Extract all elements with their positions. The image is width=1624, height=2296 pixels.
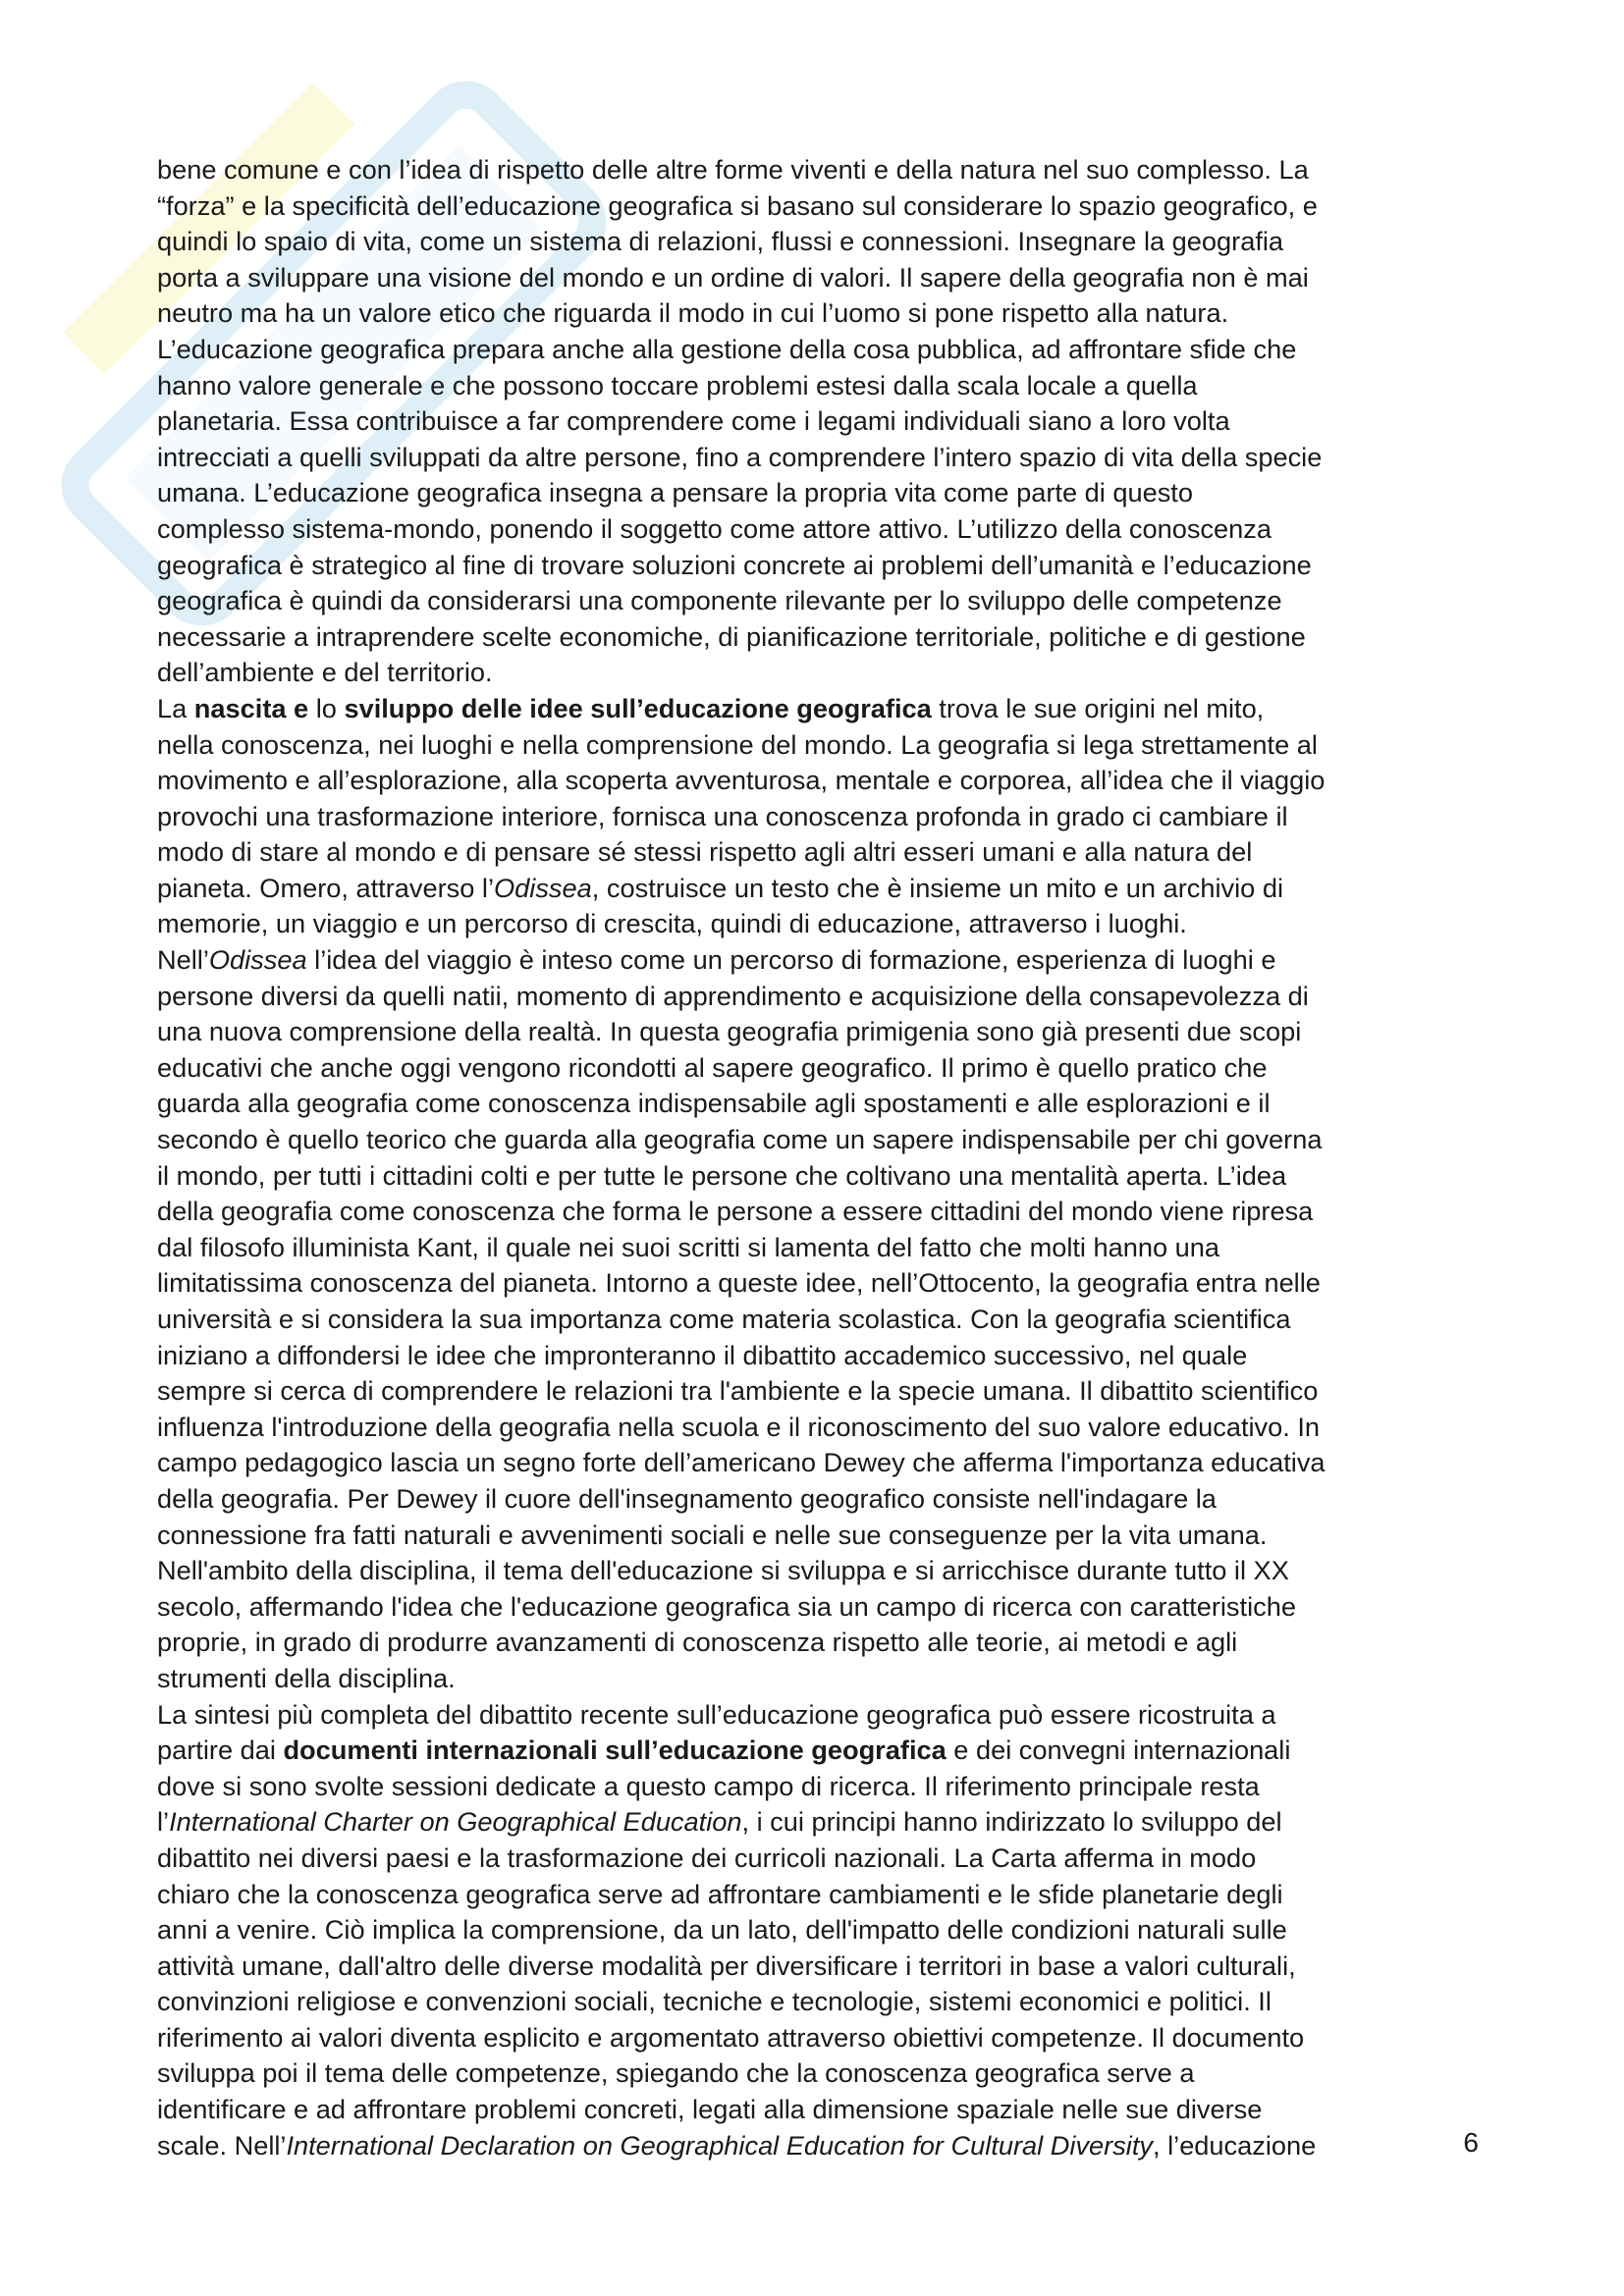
- text-span: Nell'ambito della disciplina, il tema dell'educazione si sviluppa e si arricchisce durante tutto il XX: [157, 1555, 1289, 1586]
- text-span: sempre si cerca di comprendere le relazioni tra l'ambiente e la specie umana. Il dibattito scientifico: [157, 1375, 1319, 1407]
- text-line: [157, 942, 1478, 979]
- text-span: geografica è strategico al fine di trovare soluzioni concrete ai problemi dell’umanità e l’educazione: [157, 549, 1312, 580]
- text-span: La: [157, 692, 194, 723]
- bold-text: documenti internazionali sull’educazione geografica: [283, 1735, 947, 1766]
- text-line: [157, 799, 1478, 835]
- text-span: pianeta. Omero, attraverso l’: [157, 872, 495, 903]
- italic-title: International Declaration on Geographical Education for Cultural Diversity: [286, 2129, 1153, 2161]
- text-span: dell’ambiente e del territorio.: [157, 657, 493, 688]
- text-span: guarda alla geografia come conoscenza indispensabile agli spostamenti e alle esplorazioni e il: [157, 1088, 1271, 1119]
- text-line: [157, 2092, 1478, 2128]
- text-span: iniziano a diffondersi le idee che impronteranno il dibattito accademico successivo, nel quale: [157, 1339, 1248, 1370]
- text-line: [157, 1338, 1478, 1374]
- text-span: connessione fra fatti naturali e avvenimenti sociali e nelle sue conseguenze per la vita umana.: [157, 1519, 1268, 1550]
- text-line: [157, 1625, 1478, 1661]
- text-line: [157, 548, 1478, 584]
- text-line: [157, 906, 1478, 942]
- text-line: [157, 1373, 1478, 1410]
- text-line: [157, 1697, 1478, 1734]
- italic-title: Odissea: [494, 872, 592, 903]
- text-span: memorie, un viaggio e un percorso di crescita, quindi di educazione, attraverso i luoghi.: [157, 908, 1187, 939]
- text-span: l’: [157, 1806, 170, 1838]
- text-span: complesso sistema-mondo, ponendo il soggetto come attore attivo. L’utilizzo della conoscenza: [157, 512, 1272, 544]
- text-span: campo pedagogico lascia un segno forte dell’americano Dewey che afferma l'importanza educativa: [157, 1447, 1326, 1478]
- text-span: riferimento ai valori diventa esplicito e argomentato attraverso obiettivi competenze. Il documento: [157, 2021, 1305, 2053]
- text-span: secondo è quello teorico che guarda alla geografia come un sapere indispensabile per chi governa: [157, 1124, 1323, 1155]
- text-line: [157, 152, 1478, 188]
- text-span: scale. Nell’: [157, 2129, 287, 2161]
- text-line: [157, 295, 1478, 332]
- text-line: [157, 332, 1478, 368]
- text-span: porta a sviluppare una visione del mondo e un ordine di valori. Il sapere della geografia non è mai: [157, 261, 1309, 293]
- text-line: [157, 2020, 1478, 2056]
- text-line: [157, 691, 1478, 727]
- text-span: una nuova comprensione della realtà. In questa geografia primigenia sono già presenti due scopi: [157, 1016, 1302, 1047]
- italic-title: Odissea: [208, 944, 307, 976]
- text-line: [157, 763, 1478, 799]
- text-line: [157, 511, 1478, 548]
- text-line: [157, 1410, 1478, 1446]
- text-line: [157, 1949, 1478, 1985]
- text-line: [157, 224, 1478, 260]
- text-span: proprie, in grado di produrre avanzamenti di conoscenza rispetto alle teorie, ai metodi e agli: [157, 1627, 1238, 1658]
- text-line: [157, 1481, 1478, 1518]
- text-line: [157, 1518, 1478, 1554]
- text-span: , i cui principi hanno indirizzato lo sviluppo del: [741, 1806, 1282, 1838]
- text-span: sviluppa poi il tema delle competenze, spiegando che la conoscenza geografica serve a: [157, 2057, 1195, 2089]
- text-span: modo di stare al mondo e di pensare sé stessi rispetto agli altri esseri umani e alla natura del: [157, 836, 1253, 868]
- text-span: chiaro che la conoscenza geografica serve ad affrontare cambiamenti e le sfide planetarie degli: [157, 1878, 1283, 1909]
- text-line: [157, 1122, 1478, 1158]
- text-span: trova le sue origini nel mito,: [931, 692, 1265, 723]
- text-span: , l’educazione: [1153, 2129, 1317, 2161]
- text-span: attività umane, dall'altro delle diverse modalità per diversificare i territori in base a valori culturali,: [157, 1949, 1296, 1981]
- text-line: [157, 871, 1478, 907]
- text-line: [157, 368, 1478, 404]
- text-span: della geografia come conoscenza che forma le persone a essere cittadini del mondo viene ripresa: [157, 1196, 1314, 1227]
- text-span: La sintesi più completa del dibattito recente sull’educazione geografica può essere ricostruita a: [157, 1698, 1276, 1730]
- text-span: dove si sono svolte sessioni dedicate a questo campo di ricerca. Il riferimento principale resta: [157, 1770, 1260, 1801]
- text-span: “forza” e la specificità dell’educazione geografica si basano sul considerare lo spazio geografico, e: [157, 189, 1318, 221]
- text-line: [157, 1661, 1478, 1697]
- text-span: L’educazione geografica prepara anche alla gestione della cosa pubblica, ad affrontare sfide che: [157, 333, 1297, 364]
- body-text: [157, 152, 1478, 2163]
- text-line: [157, 1014, 1478, 1050]
- text-span: persone diversi da quelli natii, momento di apprendimento e acquisizione della consapevolezza di: [157, 980, 1309, 1011]
- page-number: 6: [1463, 2127, 1479, 2158]
- italic-title: International Charter on Geographical Education: [169, 1806, 742, 1838]
- bold-text: sviluppo delle idee sull’educazione geografica: [344, 692, 932, 723]
- text-span: anni a venire. Ciò implica la comprensione, da un lato, dell'impatto delle condizioni naturali sulle: [157, 1914, 1287, 1946]
- text-line: [157, 1769, 1478, 1805]
- text-span: umana. L’educazione geografica insegna a pensare la propria vita come parte di questo: [157, 477, 1193, 508]
- text-span: neutro ma ha un valore etico che riguarda il modo in cui l’uomo si pone rispetto alla natura.: [157, 297, 1229, 329]
- text-line: [157, 979, 1478, 1015]
- text-span: convinzioni religiose e convenzioni sociali, tecniche e tecnologie, sistemi economici e politici. Il: [157, 1986, 1272, 2017]
- text-span: strumenti della disciplina.: [157, 1662, 456, 1693]
- text-line: [157, 1302, 1478, 1338]
- text-span: geografica è quindi da considerarsi una componente rilevante per lo sviluppo delle competenze: [157, 585, 1282, 616]
- text-line: [157, 188, 1478, 225]
- text-line: [157, 727, 1478, 764]
- text-line: [157, 1841, 1478, 1877]
- text-span: secolo, affermando l'idea che l'educazione geografica sia un campo di ricerca con caratteristiche: [157, 1590, 1296, 1622]
- text-line: [157, 1265, 1478, 1302]
- text-span: limitatissima conoscenza del pianeta. Intorno a queste idee, nell’Ottocento, la geografia entra nelle: [157, 1267, 1321, 1299]
- text-line: [157, 1158, 1478, 1195]
- text-line: [157, 260, 1478, 296]
- text-line: [157, 1230, 1478, 1266]
- text-span: il mondo, per tutti i cittadini colti e per tutte le persone che coltivano una mentalità aperta. L’idea: [157, 1159, 1287, 1191]
- text-line: [157, 1877, 1478, 1913]
- text-span: provochi una trasformazione interiore, fornisca una conoscenza profonda in grado ci cambiare il: [157, 800, 1288, 831]
- text-span: l’idea del viaggio è inteso come un percorso di formazione, esperienza di luoghi e: [306, 944, 1276, 976]
- text-span: hanno valore generale e che possono toccare problemi estesi dalla scala locale a quella: [157, 369, 1198, 400]
- text-span: della geografia. Per Dewey il cuore dell'insegnamento geografico consiste nell'indagare la: [157, 1482, 1217, 1514]
- text-line: [157, 619, 1478, 656]
- text-span: lo: [308, 692, 345, 723]
- bold-text: nascita e: [193, 692, 309, 723]
- text-span: dal filosofo illuminista Kant, il quale nei suoi scritti si lamenta del fatto che molti hanno una: [157, 1231, 1220, 1262]
- text-span: identificare e ad affrontare problemi concreti, legati alla dimensione spaziale nelle sue diverse: [157, 2094, 1263, 2125]
- text-line: [157, 1912, 1478, 1949]
- text-span: movimento e all’esplorazione, alla scoperta avventurosa, mentale e corporea, all’idea che il viaggio: [157, 765, 1326, 796]
- text-span: intrecciati a quelli sviluppati da altre persone, fino a comprendere l’intero spazio di vita della specie: [157, 441, 1323, 472]
- text-line: [157, 2128, 1478, 2164]
- text-span: Nell’: [157, 944, 209, 976]
- text-span: planetaria. Essa contribuisce a far comprendere come i legami individuali siano a loro volta: [157, 405, 1230, 437]
- text-span: educativi che anche oggi vengono ricondotti al sapere geografico. Il primo è quello pratico che: [157, 1051, 1268, 1083]
- text-span: e dei convegni internazionali: [946, 1735, 1291, 1766]
- text-span: influenza l'introduzione della geografia nella scuola e il riconoscimento del suo valore educativo. In: [157, 1411, 1321, 1442]
- text-span: dibattito nei diversi paesi e la trasformazione dei curricoli nazionali. La Carta afferma in modo: [157, 1842, 1257, 1873]
- text-line: [157, 440, 1478, 476]
- text-line: [157, 1733, 1478, 1769]
- text-span: necessarie a intraprendere scelte economiche, di pianificazione territoriale, politiche e di gestione: [157, 620, 1306, 652]
- text-span: bene comune e con l’idea di rispetto delle altre forme viventi e della natura nel suo complesso. La: [157, 154, 1309, 185]
- text-span: partire dai: [157, 1735, 284, 1766]
- text-line: [157, 583, 1478, 619]
- text-line: [157, 1553, 1478, 1589]
- text-span: nella conoscenza, nei luoghi e nella comprensione del mondo. La geografia si lega strettamente al: [157, 728, 1318, 760]
- text-span: università e si considera la sua importanza come materia scolastica. Con la geografia scientifica: [157, 1304, 1291, 1334]
- text-line: [157, 1984, 1478, 2020]
- text-line: [157, 1445, 1478, 1481]
- text-line: [157, 2056, 1478, 2092]
- text-span: quindi lo spaio di vita, come un sistema di relazioni, flussi e connessioni. Insegnare la geografia: [157, 226, 1284, 257]
- text-line: [157, 655, 1478, 691]
- text-line: [157, 1086, 1478, 1122]
- text-line: [157, 1589, 1478, 1626]
- text-line: [157, 475, 1478, 511]
- text-line: [157, 1050, 1478, 1087]
- text-span: , costruisce un testo che è insieme un mito e un archivio di: [591, 872, 1283, 903]
- text-line: [157, 834, 1478, 871]
- text-line: [157, 1804, 1478, 1841]
- text-line: [157, 403, 1478, 440]
- text-line: [157, 1194, 1478, 1230]
